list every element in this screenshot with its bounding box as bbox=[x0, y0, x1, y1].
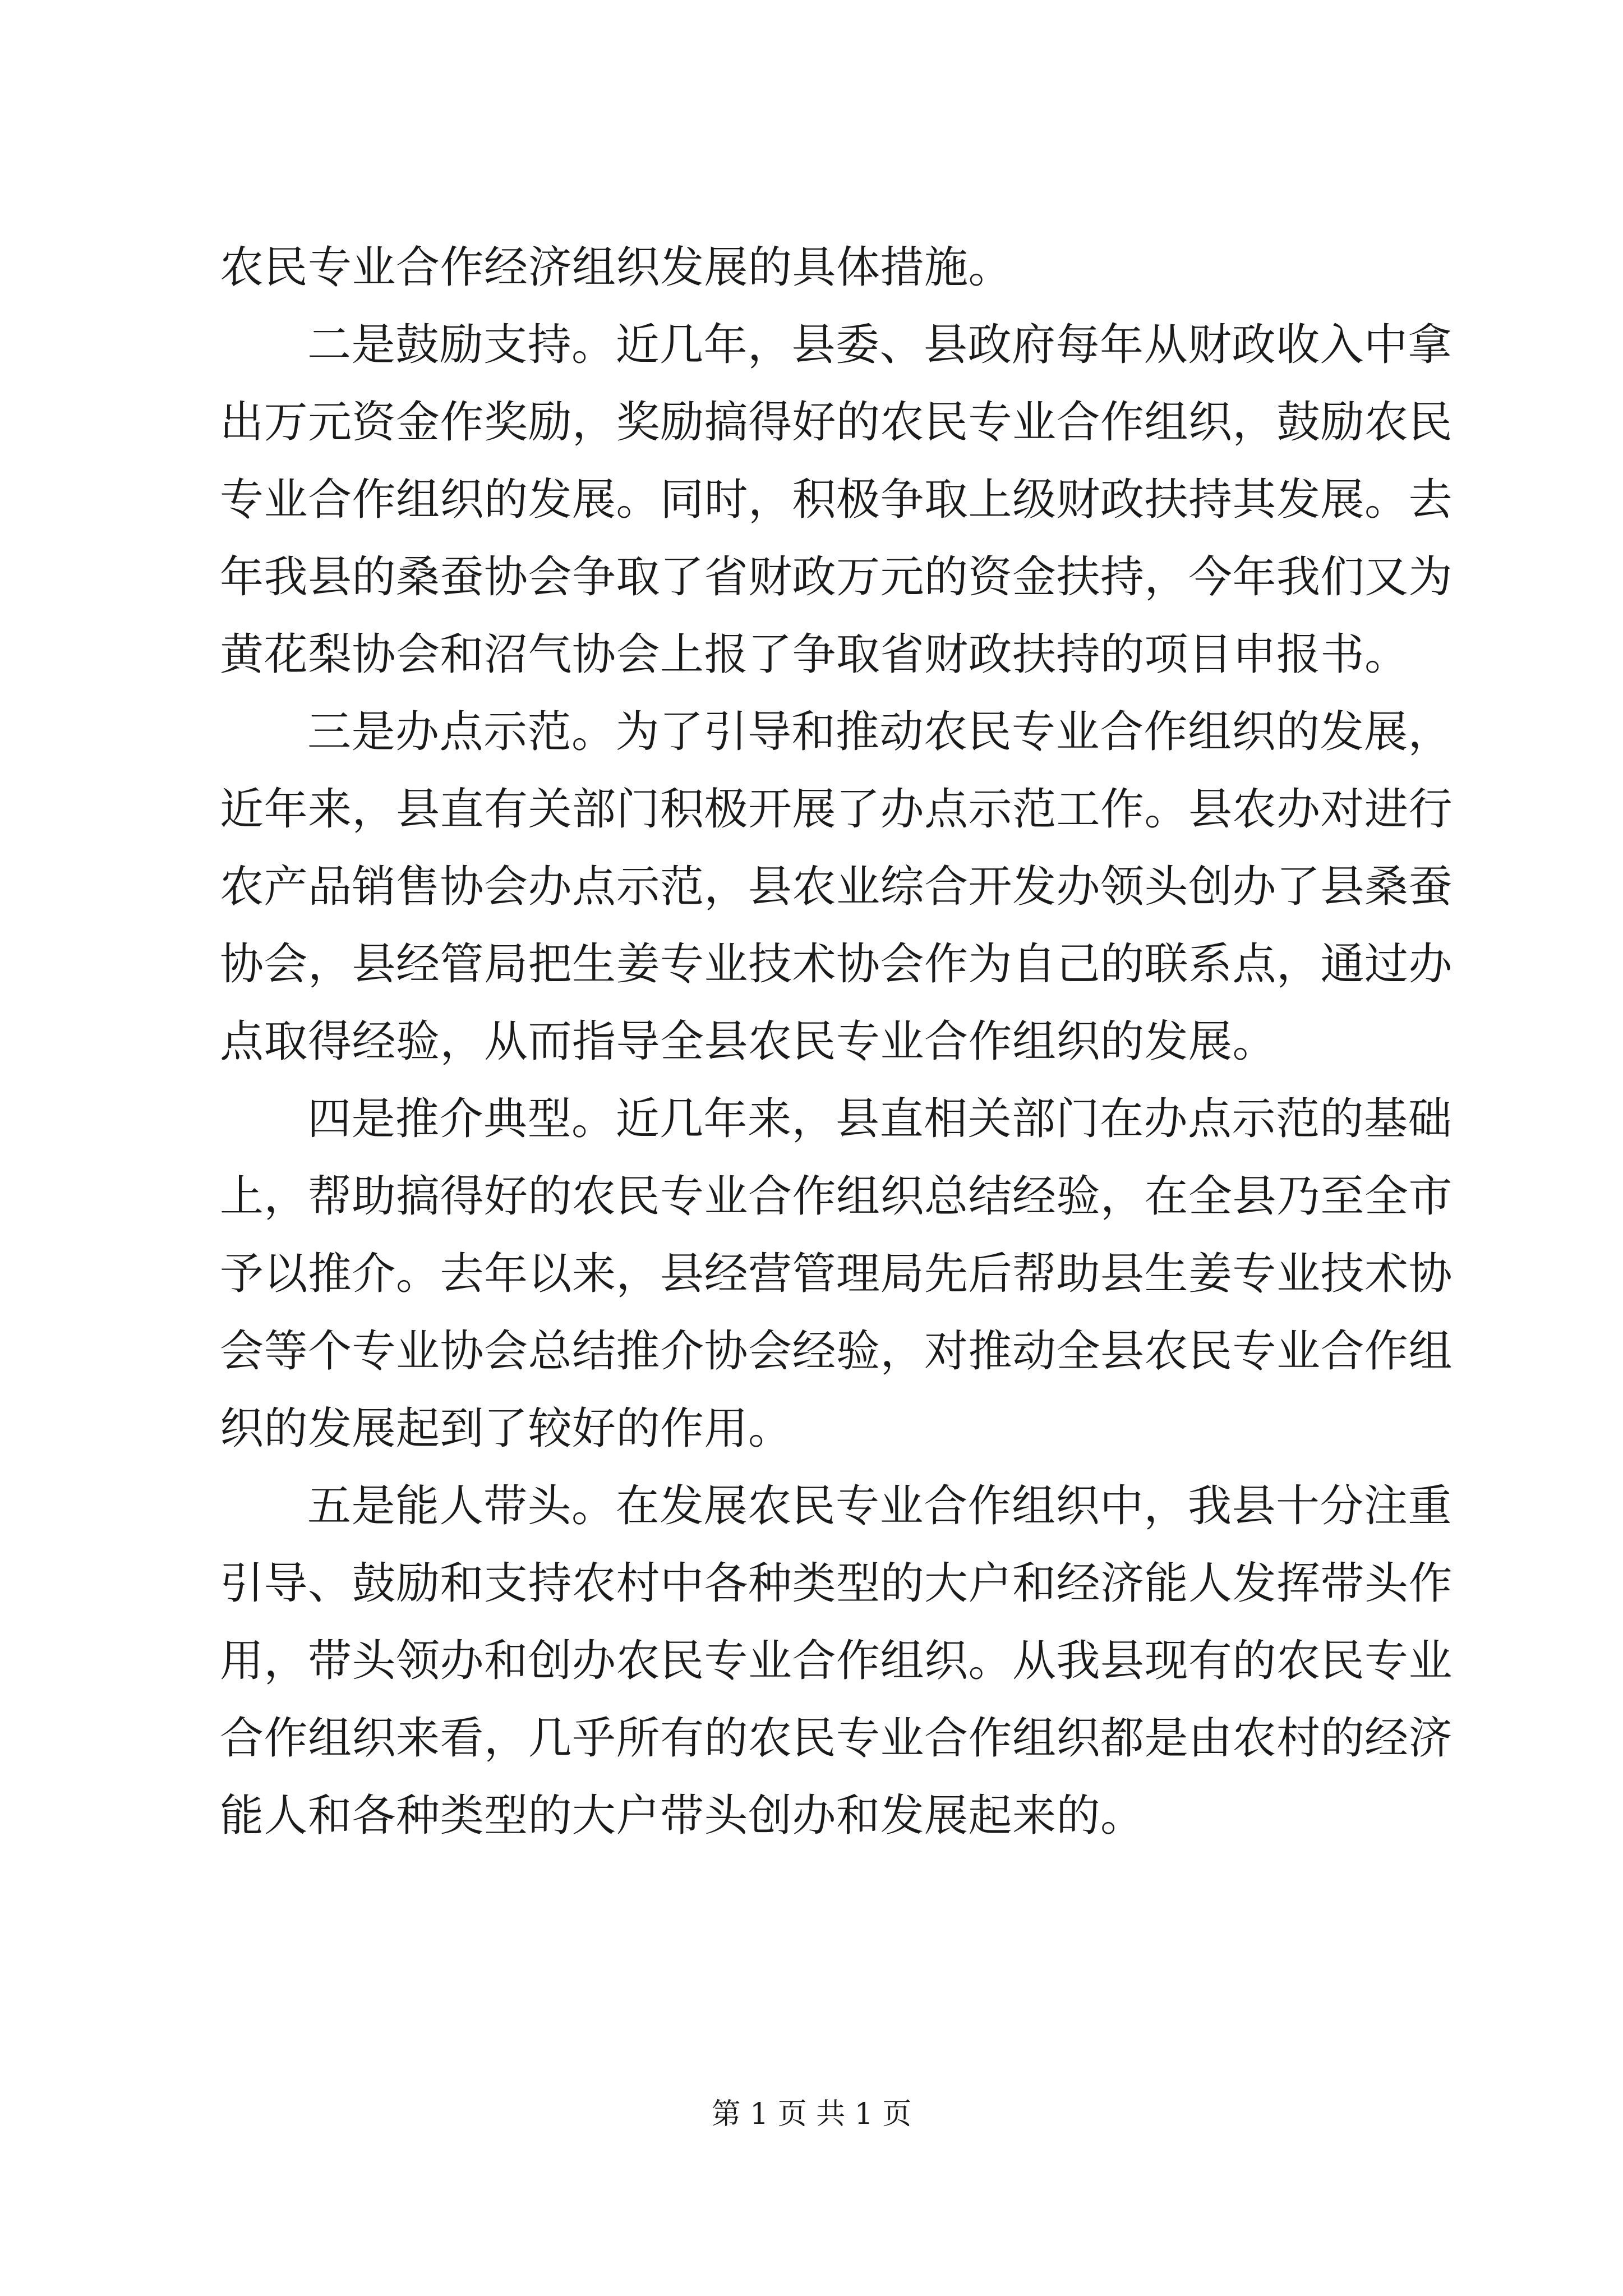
paragraph-5-line-1: 五是能人带头。在发展农民专业合作组织中，我县十分注重 bbox=[307, 1481, 1453, 1531]
paragraph-3-line-1: 三是办点示范。为了引导和推动农民专业合作组织的发展， bbox=[307, 707, 1453, 757]
paragraph-3-line-4: 协会，县经管局把生姜专业技术协会作为自己的联系点，通过办 bbox=[220, 939, 1453, 990]
paragraph-4-line-3: 予以推介。去年以来，县经营管理局先后帮助县生姜专业技术协 bbox=[220, 1249, 1453, 1299]
paragraph-2-line-3: 专业合作组织的发展。同时，积极争取上级财政扶持其发展。去 bbox=[220, 475, 1453, 525]
paragraph-5-line-4: 合作组织来看，几乎所有的农民专业合作组织都是由农村的经济 bbox=[220, 1713, 1453, 1764]
paragraph-3-line-2: 近年来，县直有关部门积极开展了办点示范工作。县农办对进行 bbox=[220, 784, 1453, 835]
paragraph-2-line-5: 黄花梨协会和沼气协会上报了争取省财政扶持的项目申报书。 bbox=[220, 629, 1409, 680]
paragraph-5-line-5: 能人和各种类型的大户带头创办和发展起来的。 bbox=[220, 1791, 1145, 1841]
paragraph-1-line-1: 农民专业合作经济组织发展的具体措施。 bbox=[220, 242, 1013, 293]
paragraph-4-line-4: 会等个专业协会总结推介协会经验，对推动全县农民专业合作组 bbox=[220, 1326, 1453, 1377]
paragraph-2-line-1: 二是鼓励支持。近几年，县委、县政府每年从财政收入中拿 bbox=[307, 320, 1453, 370]
paragraph-2-line-4: 年我县的桑蚕协会争取了省财政万元的资金扶持，今年我们又为 bbox=[220, 552, 1453, 602]
paragraph-4-line-2: 上，帮助搞得好的农民专业合作组织总结经验，在全县乃至全市 bbox=[220, 1171, 1453, 1222]
paragraph-4-line-1: 四是推介典型。近几年来，县直相关部门在办点示范的基础 bbox=[307, 1094, 1453, 1144]
paragraph-4-line-5: 织的发展起到了较好的作用。 bbox=[220, 1404, 792, 1454]
document-body bbox=[220, 229, 1453, 1855]
paragraph-3-line-3: 农产品销售协会办点示范，县农业综合开发办领头创办了县桑蚕 bbox=[220, 862, 1453, 912]
paragraph-5-line-2: 引导、鼓励和支持农村中各种类型的大户和经济能人发挥带头作 bbox=[220, 1558, 1453, 1609]
paragraph-3-line-5: 点取得经验，从而指导全县农民专业合作组织的发展。 bbox=[220, 1016, 1277, 1067]
paragraph-5-line-3: 用，带头领办和创办农民专业合作组织。从我县现有的农民专业 bbox=[220, 1636, 1453, 1686]
page-number-footer: 第 1 页 共 1 页 bbox=[711, 2097, 912, 2131]
paragraph-2-line-2: 出万元资金作奖励，奖励搞得好的农民专业合作组织，鼓励农民 bbox=[220, 397, 1453, 448]
